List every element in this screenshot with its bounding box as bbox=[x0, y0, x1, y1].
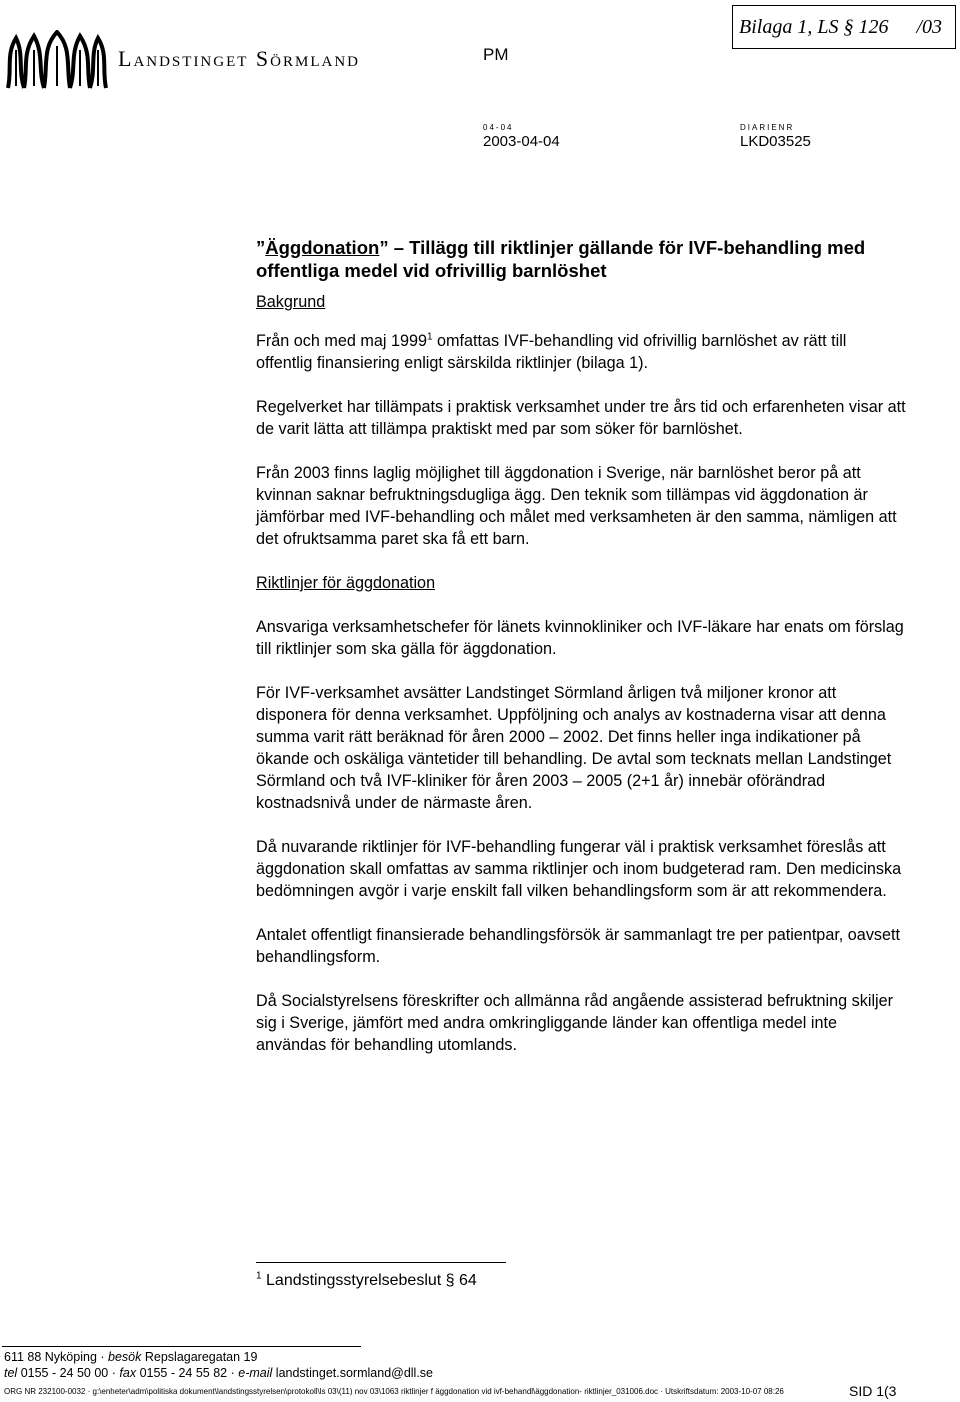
paragraph-1-start: Från och med maj 1999 bbox=[256, 332, 427, 350]
footnote-divider bbox=[256, 1262, 506, 1263]
document-body bbox=[256, 236, 906, 1056]
diarie-number: LKD03525 bbox=[740, 133, 811, 150]
paragraph-7: Antalet offentligt finansierade behandlingsförsök är sammanlagt tre per patientpar, oavsett behandlingsform. bbox=[256, 926, 900, 966]
heading-guidelines: Riktlinjer för äggdonation bbox=[256, 574, 436, 592]
document-type: PM bbox=[483, 45, 509, 64]
landstinget-logo-mark bbox=[4, 30, 110, 92]
attachment-stamp bbox=[732, 5, 956, 49]
footnote-ref: 1 bbox=[426, 331, 433, 343]
tel-number: 0155 - 24 50 00 · bbox=[20, 1366, 116, 1380]
section-sign: § bbox=[843, 16, 854, 38]
footer-contact bbox=[4, 1366, 433, 1380]
stamp-prefix: Bilaga 1, LS bbox=[739, 16, 839, 38]
visit-address: Repslagaregatan 19 bbox=[144, 1350, 258, 1364]
heading-background: Bakgrund bbox=[256, 293, 326, 311]
email-address: landstinget.sormland@dll.se bbox=[275, 1366, 434, 1380]
paragraph-5: För IVF-verksamhet avsätter Landstinget Sörmland årligen två miljoner kronor att disponera för denna verksamhet. Uppföljning och analys av kostnaderna visar att denna summa varit rätt beräknad för åren 2000 – 2002. Det finns heller inga indikationer på ökande och oskäliga väntetider till behandling. De avtal som tecknats mellan Landstinget Sörmland och två IVF-kliniker för åren 2003 – 2005 (2+1 år) innebär oförändrad kostnadsnivå under de närmaste åren. bbox=[256, 684, 892, 812]
footnote-text: Landstingsstyrelsebeslut § 64 bbox=[266, 1272, 477, 1289]
paragraph-1 bbox=[256, 330, 906, 374]
visit-label: besök bbox=[108, 1350, 142, 1364]
stamp-number: 126 bbox=[858, 16, 889, 38]
stamp-suffix: /03 bbox=[916, 16, 943, 38]
postal-address: 611 88 Nyköping · bbox=[4, 1350, 105, 1364]
document-date: 2003-04-04 bbox=[483, 133, 560, 150]
org-number-line: ORG NR 232100-0032 · g:\enheter\adm\politiska dokument\landstingsstyrelsen\protokoll\ls 03\(11) nov 03\1063 riktlinjer f äggdonation vid ivf-behandl\äggdonation- riktlinjer_031006.doc · Utskriftsdatum: 2003-10-07 08:26 bbox=[4, 1387, 784, 1396]
title-keyword: Äggdonation bbox=[265, 237, 380, 258]
paragraph-2: Regelverket har tillämpats i praktisk verksamhet under tre års tid och erfarenheten visar att de varit lätta att tillämpa praktiskt med par som söker för barnlöshet. bbox=[256, 398, 906, 438]
document-title: ”Äggdonation” – Tillägg till riktlinjer gällande för IVF-behandling med offentliga medel vid ofrivillig barnlöshet bbox=[256, 237, 866, 281]
paragraph-1-end: omfattas IVF-behandling vid ofrivillig barnlöshet av rätt till offentlig finansiering enligt särskilda riktlinjer (bilaga 1). bbox=[256, 332, 847, 372]
date-label: 04-04 bbox=[483, 123, 514, 132]
fax-number: 0155 - 24 55 82 · bbox=[139, 1366, 235, 1380]
footnote-mark: 1 bbox=[256, 1270, 262, 1282]
fax-label: fax bbox=[119, 1366, 137, 1380]
title-rest: – Tillägg till riktlinjer gällande för IVF-behandling med offentliga medel vid ofrivillig barnlöshet bbox=[256, 237, 866, 281]
diarie-label: DIARIENR bbox=[740, 123, 795, 132]
paragraph-4: Ansvariga verksamhetschefer för länets kvinnokliniker och IVF-läkare har enats om förslag till riktlinjer som ska gälla för äggdonation. bbox=[256, 618, 904, 658]
email-label: e-mail bbox=[238, 1366, 273, 1380]
footer-divider bbox=[2, 1346, 361, 1347]
page-number: SID 1(3 bbox=[849, 1383, 897, 1399]
tel-label: tel bbox=[4, 1366, 18, 1380]
organization-name: Landstinget Sörmland bbox=[118, 46, 360, 71]
paragraph-3: Från 2003 finns laglig möjlighet till äggdonation i Sverige, när barnlöshet beror på att kvinnan saknar befruktningsdugliga ägg. Den teknik som tillämpas vid äggdonation är jämförbar med IVF-behandling och målet med verksamheten är den samma, nämligen att det ofruktsamma paret ska få ett barn. bbox=[256, 464, 897, 548]
paragraph-6: Då nuvarande riktlinjer för IVF-behandling fungerar väl i praktisk verksamhet föreslås att äggdonation skall omfattas av samma riktlinjer och inom budgeterad ram. Den medicinska bedömningen avgör i varje enskilt fall vilken behandlingsform som är att rekommendera. bbox=[256, 838, 902, 900]
footnote bbox=[256, 1272, 477, 1290]
footer-address bbox=[4, 1350, 257, 1364]
paragraph-8: Då Socialstyrelsens föreskrifter och allmänna råd angående assisterad befruktning skiljer sig i Sverige, jämfört med andra omkringliggande länder kan offentliga medel inte användas för behandling utomlands. bbox=[256, 992, 894, 1054]
